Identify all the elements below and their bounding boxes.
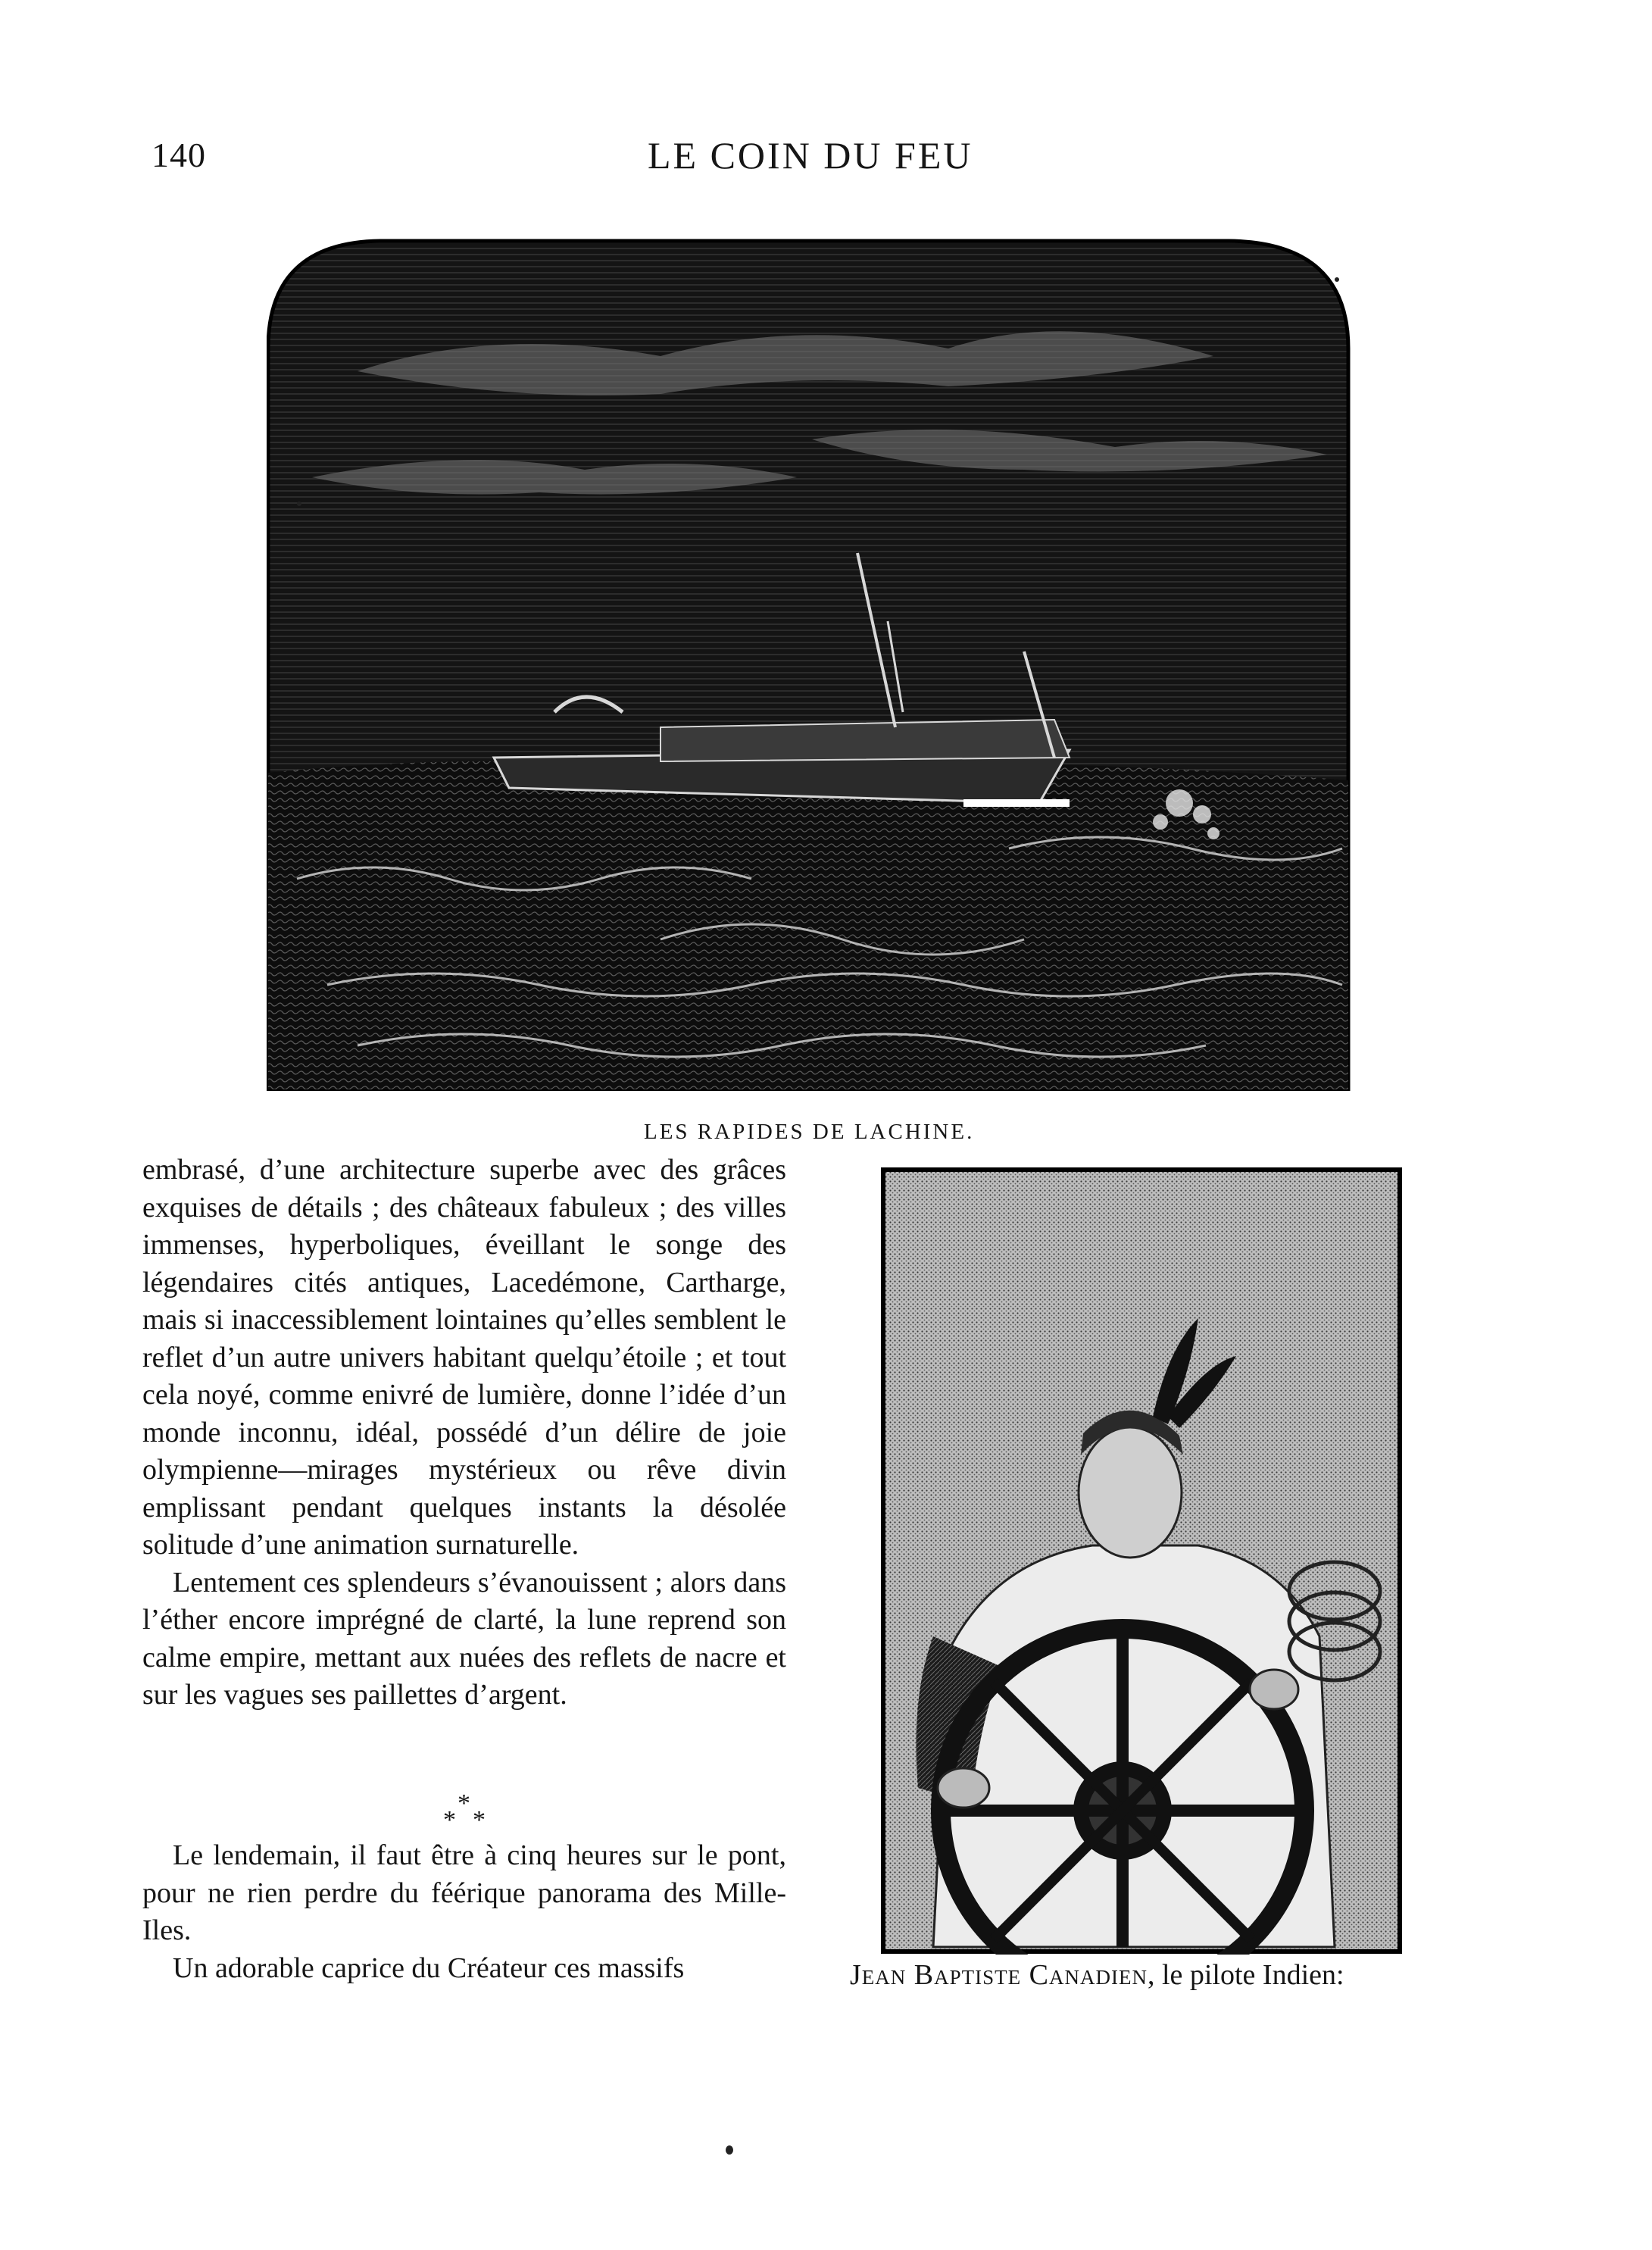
rapids-engraving [267,227,1357,1091]
paragraph: Lentement ces splendeurs s’évanouissent ; alors dans l’éther encore imprégné de clarté, la lune reprend son calme empire, mettant aux nuées des reflets de nacre et sur les vagues ses paillettes d’argent. [142,1566,786,1711]
body-text [142,1152,786,1714]
asterisk: * [443,1806,456,1834]
figure-caption-rapids: LES RAPIDES DE LACHINE. [644,1120,975,1144]
pilot-name: Jean Baptiste Canadien [850,1959,1148,1991]
section-asterism [439,1789,492,1835]
figure-caption-pilot [850,1958,1441,1992]
paragraph: Le lendemain, il faut être à cinq heures sur le pont, pour ne rien perdre du féérique panorama des Mille-Iles. [142,1839,786,1946]
running-title: LE COIN DU FEU [648,134,973,177]
paragraph: embrasé, d’une architecture superbe avec des grâces exquises de détails ; des châteaux fabuleux ; des villes immenses, hyperboliques, éveillant le songe des légendaires cités antiques, Lacedémone, Cartharge, mais si inaccessiblement lointaines qu’elles semblent le reflet d’un autre univers habitant quelqu’étoile ; et tout cela noyé, comme enivré de lumière, donne l’idée d’un monde inconnu, idéal, possédé d’un délire de joie olympienne—mirages mystérieux ou rêve divin emplissant pendant quelques instants la désolée solitude d’une animation surnaturelle. [142,1154,786,1561]
paragraph: Un adorable caprice du Créateur ces massifs [173,1952,685,1984]
pilot-engraving [880,1167,1403,1955]
pilot-caption-rest: , le pilote Indien: [1147,1959,1344,1991]
ink-speck [297,502,301,506]
body-text-continued [142,1837,786,1987]
page-number: 140 [151,136,206,174]
ink-speck [726,2145,733,2155]
asterisk: * [473,1806,486,1834]
ink-speck [1335,277,1339,282]
asterisk: * [458,1789,470,1817]
